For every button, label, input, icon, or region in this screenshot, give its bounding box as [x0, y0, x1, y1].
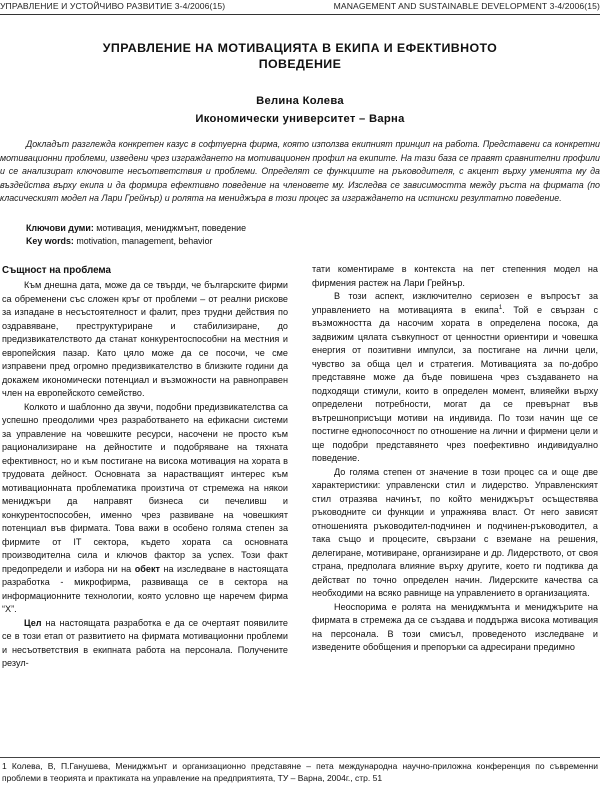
object-term: обект — [134, 563, 160, 574]
keywords-en-label: Key words: — [26, 235, 74, 246]
footnote-rule — [0, 757, 600, 758]
running-header — [0, 0, 600, 13]
article-title-line1: УПРАВЛЕНИЕ НА МОТИВАЦИЯТА В ЕКИПА И ЕФЕКТИВНОТО — [102, 41, 498, 55]
right-paragraph-1-tail: . Той е свързан с възможността да насочим хората в определена посока, да задвижим цялата съвкупност от ценностни ориентири и човешка енергия от позитивни импулси, за постигане на лични цели, чувство за обща цел и стратегия. Мотивацията за по-добро представяне може да бъде повишена чрез създаването на подходящи стимули, които в определен момент, влияейки върху определени потребности, могат да се превърнат във вътрешноприсъщи мотиви на индивида. По този начин ще се постигне еднопосочност по отношение на лични и фирмени цели и ще подобри представянето чрез поефективно индивидуално поведение. — [312, 304, 599, 463]
right-paragraph-0: тати коментираме в контекста на пет степенния модел на фирмения растеж на Лари Грейнър. — [312, 264, 598, 288]
keywords-bg-value: мотивация, мениджмънт, поведение — [96, 223, 247, 233]
keywords-bg-label: Ключови думи: — [26, 223, 94, 233]
left-paragraph-1: Към днешна дата, може да се твърди, че българските фирми са обременени със сложен кръг от проблеми – от реални рискове за изпадане в несъстоятелност и фалит, през трудни действия по оздравяване, преструктуриране и стабилизиране, до предизвикателството да станат конкурентоспособни на местния и европейския пазар. Като цяло може да се посочи, че сме изправени пред огромно предизвикателство в близките години да докажем икономически потенциал и възможности на равноправен член на европейското семейство. — [2, 280, 288, 398]
left-paragraph-3 — [2, 617, 288, 671]
footnote-marker[interactable]: 1 — [498, 304, 503, 311]
keywords-block — [26, 222, 586, 247]
running-header-left: УПРАВЛЕНИЕ И УСТОЙЧИВО РАЗВИТИЕ 3-4/2006(15) — [0, 1, 226, 11]
author-name: Велина Колева — [256, 95, 344, 107]
abstract: Докладът разглежда конкретен казус в софтуерна фирма, която използва екипният принцип на работа. Представени са конкретни мотивационни проблеми, изведени чрез изграждането на мотивационен профил на екипите. На тази база се правят сравнителни профили и се анализират ключовите несъответствия и проблеми. Определят се функциите на ръководителя, с акцент върху уменията му да въздейства върху екипа и да формира ефективно поведение на членовете му. Изследва се зависимостта между ръста на фирмата (по класическият модел на Лари Грейнър) и ролята на мениджъра в този процес за изграждането на истински резултатно поведение. — [0, 139, 600, 204]
right-column — [312, 263, 598, 655]
author-affiliation: Икономически университет – Варна — [195, 113, 405, 125]
right-paragraph-1 — [312, 290, 598, 466]
header-rule — [0, 14, 600, 15]
keywords-en-value: motivation, management, behavior — [76, 235, 213, 246]
right-paragraph-1-text: В този аспект, изключително сериозен е въпросът за управлението на мотивацията в екипа — [312, 291, 598, 315]
left-paragraph-2-text: Колкото и шаблонно да звучи, подобни предизвикателства са успешно преодолими чрез разработването на ефикасни системи за управление на човешките ресурси, насочени не просто към рационализиране на дейностите и подобряване на тяхната ефективност, но и към постигане на висока мотивация на хората в трудовата дейност. Основната за нарастващият интерес към мотивационната проблематика произтича от стремежа на някои мениджъри да направят бизнеса си печеливш и конкурентоспособен, именно чрез развиване на човешкият потенциал във фирмата. Това важи в особено голяма степен за фирмите от IT сектора, където хората са основната производителна сила и ключов фактор за успех. Този факт предопредели и избора ни на — [2, 401, 288, 574]
left-paragraph-3-text: на настоящата разработка е да се очертаят появилите се в този етап от развитието на фирмата мотивационни проблеми и несъответствия в екипната работа на персонала. Получените резул- — [2, 617, 288, 668]
left-column — [2, 263, 288, 671]
right-paragraph-2: До голяма степен от значение в този процес са и още две характеристики: управленски стил и лидерство. Управленският стил отразява начинът, по който мениджърът осъществява ръководните си функции и упражнява власт. От него зависят отношенията ръководител-подчинен и подчинен-ръководител, а така също и процесите, свързани с вземане на решения, делегиране, мотивиране, организиране и др. Лидерството, от своя страна, предполага влияние върху другите, което ги подтиква да действат по точно определен начин. Лидерските качества са необходими на всяко равнище на управлението в организацията. — [312, 466, 598, 598]
left-paragraph-2 — [2, 401, 288, 617]
article-title-line2: ПОВЕДЕНИЕ — [258, 57, 342, 71]
right-paragraph-3: Неоспорима е ролята на мениджмънта и мениджърите на фирмата в стремежа да се създава и поддържа висока мотивация на персонала. В този смисъл, проведеното изследване и изведените обобщения и препоръки са адресирани предимно — [312, 601, 598, 652]
section-heading: Същност на проблема — [2, 265, 111, 276]
keywords-bg — [26, 222, 586, 235]
left-paragraph-2-tail: на изследване в настоящата разработка - микрофирма, развиваща се в сектора на информационните технологии, която условно ще наречем фирма “Х”. — [2, 563, 289, 614]
keywords-en — [26, 235, 586, 248]
footnote: 1 Колева, В, П.Ганушева, Мениджмънт и организационно представяне – пета международна научно-приложна конференция по съвременни проблеми в теорията и практиката на управление на предприятията, ТУ – Варна, 2004г., стр. 51 — [2, 761, 598, 784]
goal-term: Цел — [24, 617, 42, 628]
running-header-right: MANAGEMENT AND SUSTAINABLE DEVELOPMENT 3-4/2006(15) — [333, 1, 600, 11]
article-title — [40, 40, 560, 72]
